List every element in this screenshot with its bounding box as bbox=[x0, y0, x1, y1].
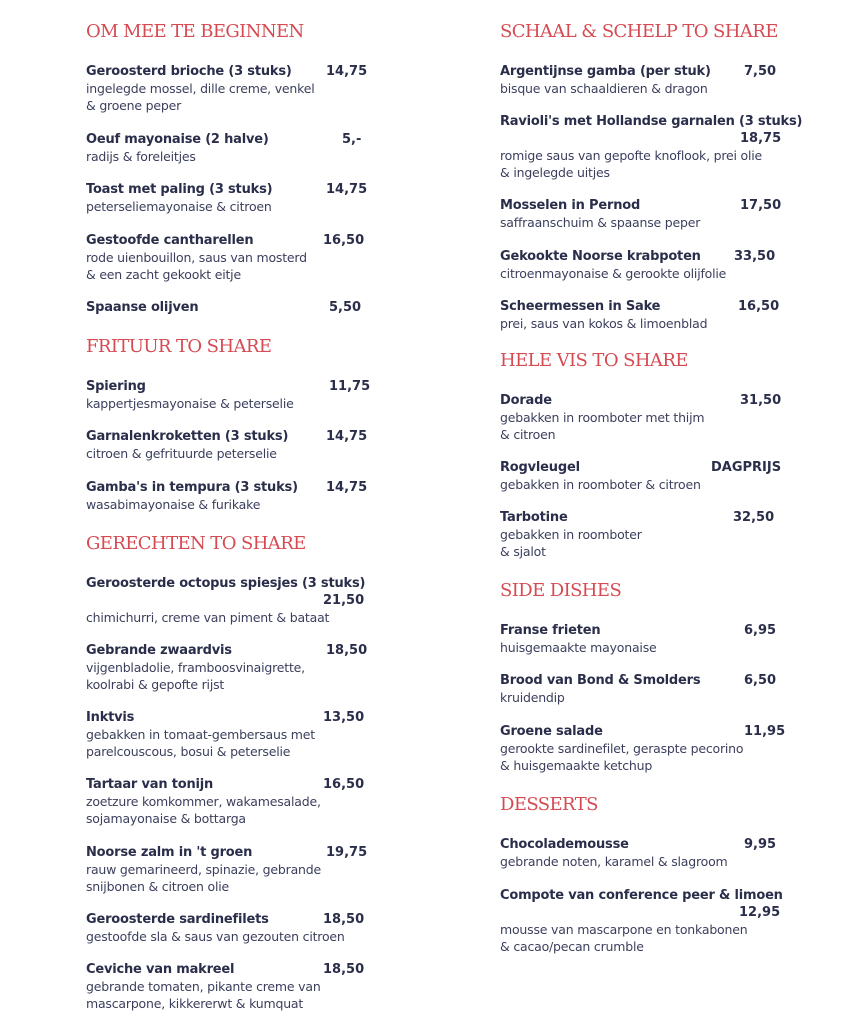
item-description: gebakken in roomboter met thijm bbox=[500, 410, 705, 425]
item-name: Noorse zalm in 't groen bbox=[86, 845, 253, 860]
item-description: wasabimayonaise & furikake bbox=[86, 497, 261, 512]
item-price: 14,75 bbox=[326, 64, 368, 79]
item-description: citroenmayonaise & gerookte olijfolie bbox=[500, 266, 727, 281]
menu-item bbox=[86, 776, 376, 827]
item-name: Geroosterde sardinefilets bbox=[86, 912, 269, 927]
menu-item bbox=[86, 131, 376, 165]
item-description: kappertjesmayonaise & peterselie bbox=[86, 396, 294, 411]
item-price: 16,50 bbox=[323, 777, 365, 792]
item-description: saffraanschuim & spaanse peper bbox=[500, 215, 701, 230]
item-price: 6,95 bbox=[744, 623, 777, 638]
item-price: 13,50 bbox=[323, 710, 365, 725]
item-name: Rogvleugel bbox=[500, 460, 580, 475]
menu-item bbox=[500, 672, 790, 706]
menu-item bbox=[86, 844, 376, 895]
item-price: 14,75 bbox=[326, 480, 368, 495]
section-title-om-mee-te-beginnen: OM MEE TE BEGINNEN bbox=[86, 21, 304, 42]
item-description: sojamayonaise & bottarga bbox=[86, 811, 246, 826]
item-price: 11,95 bbox=[744, 724, 786, 739]
item-name: Toast met paling (3 stuks) bbox=[86, 182, 273, 197]
item-price: 14,75 bbox=[326, 182, 368, 197]
section-title-side-dishes: SIDE DISHES bbox=[500, 580, 622, 601]
item-price: 32,50 bbox=[733, 510, 775, 525]
item-description: & ingelegde uitjes bbox=[500, 165, 610, 180]
item-price: 14,75 bbox=[326, 429, 368, 444]
item-price: 12,95 bbox=[739, 905, 781, 920]
item-description: gestoofde sla & saus van gezouten citroen bbox=[86, 929, 345, 944]
item-price: 5,50 bbox=[329, 300, 362, 315]
item-description: kruidendip bbox=[500, 690, 565, 705]
item-description: gebrande tomaten, pikante creme van bbox=[86, 979, 321, 994]
item-description: snijbonen & citroen olie bbox=[86, 879, 230, 894]
section-title-frituur-to-share: FRITUUR TO SHARE bbox=[86, 336, 272, 357]
item-price: 21,50 bbox=[323, 593, 365, 608]
item-description: & sjalot bbox=[500, 544, 546, 559]
item-name: Brood van Bond & Smolders bbox=[500, 673, 701, 688]
item-price: 18,75 bbox=[740, 131, 782, 146]
menu-item bbox=[86, 232, 376, 283]
item-price: 19,75 bbox=[326, 845, 368, 860]
item-description: prei, saus van kokos & limoenblad bbox=[500, 316, 708, 331]
item-name: Ravioli's met Hollandse garnalen (3 stuks) bbox=[500, 114, 803, 129]
menu-item bbox=[500, 887, 790, 955]
menu-item bbox=[86, 961, 376, 1012]
menu-item bbox=[500, 509, 790, 560]
item-price: 9,95 bbox=[744, 837, 777, 852]
item-description: zoetzure komkommer, wakamesalade, bbox=[86, 794, 321, 809]
menu-item bbox=[86, 642, 376, 693]
item-price: 18,50 bbox=[323, 962, 365, 977]
item-name: Argentijnse gamba (per stuk) bbox=[500, 64, 711, 79]
menu-item bbox=[86, 911, 376, 945]
item-name: Spiering bbox=[86, 379, 146, 394]
menu-item bbox=[500, 836, 790, 870]
item-description: citroen & gefrituurde peterselie bbox=[86, 446, 277, 461]
item-description: mascarpone, kikkererwt & kumquat bbox=[86, 996, 304, 1011]
menu-item bbox=[500, 723, 790, 774]
item-name: Inktvis bbox=[86, 710, 135, 725]
item-name: Geroosterd brioche (3 stuks) bbox=[86, 64, 292, 79]
item-description: & een zacht gekookt eitje bbox=[86, 267, 241, 282]
item-name: Compote van conference peer & limoen bbox=[500, 888, 783, 903]
item-name: Franse frieten bbox=[500, 623, 601, 638]
item-description: koolrabi & gepofte rijst bbox=[86, 677, 225, 692]
menu-item bbox=[86, 428, 376, 462]
item-description: mousse van mascarpone en tonkabonen bbox=[500, 922, 748, 937]
item-description: gebakken in tomaat-gembersaus met bbox=[86, 727, 315, 742]
item-name: Ceviche van makreel bbox=[86, 962, 235, 977]
item-price: 18,50 bbox=[323, 912, 365, 927]
item-name: Groene salade bbox=[500, 724, 603, 739]
item-description: gebakken in roomboter bbox=[500, 527, 642, 542]
item-price: 11,75 bbox=[329, 379, 371, 394]
item-price: 17,50 bbox=[740, 198, 782, 213]
section-title-schaal-schelp-to-share: SCHAAL & SCHELP TO SHARE bbox=[500, 21, 778, 42]
item-description: & huisgemaakte ketchup bbox=[500, 758, 653, 773]
item-name: Dorade bbox=[500, 393, 552, 408]
section-title-gerechten-to-share: GERECHTEN TO SHARE bbox=[86, 533, 306, 554]
menu-item bbox=[500, 113, 803, 181]
item-description: romige saus van gepofte knoflook, prei olie bbox=[500, 148, 763, 163]
item-description: gebrande noten, karamel & slagroom bbox=[500, 854, 728, 869]
section-title-hele-vis-to-share: HELE VIS TO SHARE bbox=[500, 350, 688, 371]
item-description: rauw gemarineerd, spinazie, gebrande bbox=[86, 862, 321, 877]
item-name: Scheermessen in Sake bbox=[500, 299, 661, 314]
item-description: bisque van schaaldieren & dragon bbox=[500, 81, 708, 96]
item-description: gerookte sardinefilet, geraspte pecorino bbox=[500, 741, 744, 756]
item-price: 18,50 bbox=[326, 643, 368, 658]
item-description: huisgemaakte mayonaise bbox=[500, 640, 657, 655]
item-price: 7,50 bbox=[744, 64, 777, 79]
item-name: Tartaar van tonijn bbox=[86, 777, 214, 792]
item-description: gebakken in roomboter & citroen bbox=[500, 477, 701, 492]
item-name: Spaanse olijven bbox=[86, 300, 199, 315]
item-name: Gestoofde cantharellen bbox=[86, 233, 254, 248]
menu-item bbox=[86, 181, 376, 215]
item-name: Gekookte Noorse krabpoten bbox=[500, 249, 701, 264]
section-title-desserts: DESSERTS bbox=[500, 794, 598, 815]
menu-item bbox=[86, 709, 376, 760]
menu-item bbox=[500, 63, 790, 97]
item-name: Gamba's in tempura (3 stuks) bbox=[86, 480, 298, 495]
menu-item bbox=[500, 197, 790, 231]
item-description: ingelegde mossel, dille creme, venkel bbox=[86, 81, 315, 96]
item-price: 16,50 bbox=[323, 233, 365, 248]
item-description: vijgenbladolie, framboosvinaigrette, bbox=[86, 660, 305, 675]
item-name: Garnalenkroketten (3 stuks) bbox=[86, 429, 289, 444]
item-name: Oeuf mayonaise (2 halve) bbox=[86, 132, 269, 147]
item-name: Tarbotine bbox=[500, 510, 568, 525]
item-price: 16,50 bbox=[738, 299, 780, 314]
item-name: Geroosterde octopus spiesjes (3 stuks) bbox=[86, 576, 366, 591]
item-description: & citroen bbox=[500, 427, 556, 442]
item-price: DAGPRIJS bbox=[711, 460, 782, 475]
item-price: 5,- bbox=[342, 132, 362, 147]
menu-item bbox=[500, 298, 790, 332]
menu-item bbox=[86, 299, 376, 316]
item-description: & groene peper bbox=[86, 98, 182, 113]
menu-item bbox=[500, 459, 790, 493]
menu-item bbox=[86, 378, 376, 412]
item-name: Mosselen in Pernod bbox=[500, 198, 641, 213]
item-price: 31,50 bbox=[740, 393, 782, 408]
item-description: peterseliemayonaise & citroen bbox=[86, 199, 272, 214]
item-name: Chocolademousse bbox=[500, 837, 629, 852]
item-price: 6,50 bbox=[744, 673, 777, 688]
item-description: parelcouscous, bosui & peterselie bbox=[86, 744, 291, 759]
item-name: Gebrande zwaardvis bbox=[86, 643, 232, 658]
menu-item bbox=[500, 392, 790, 443]
menu-item bbox=[500, 248, 790, 282]
item-description: & cacao/pecan crumble bbox=[500, 939, 644, 954]
menu-item bbox=[86, 575, 376, 626]
item-description: chimichurri, creme van piment & bataat bbox=[86, 610, 330, 625]
item-price: 33,50 bbox=[734, 249, 776, 264]
menu-item bbox=[86, 479, 376, 513]
item-description: rode uienbouillon, saus van mosterd bbox=[86, 250, 307, 265]
item-description: radijs & foreleitjes bbox=[86, 149, 196, 164]
menu-item bbox=[86, 63, 376, 114]
menu-item bbox=[500, 622, 790, 656]
